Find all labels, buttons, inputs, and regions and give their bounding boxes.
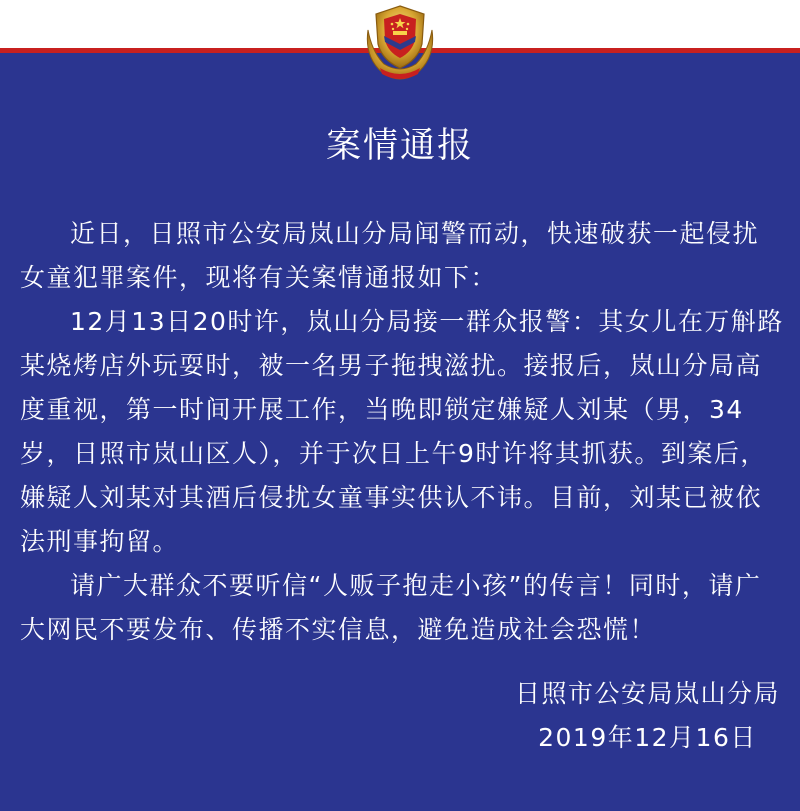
- notice-paragraph: 请广大群众不要听信“人贩子抱走小孩”的传言！同时，请广大网民不要发布、传播不实信息，避免造成社会恐慌！: [20, 571, 762, 644]
- notice-paragraph: 近日，日照市公安局岚山分局闻警而动，快速破获一起侵扰女童犯罪案件，现将有关案情通报如下：: [20, 219, 760, 292]
- issuer-name: 日照市公安局岚山分局: [514, 679, 780, 708]
- police-emblem-icon: [358, 0, 442, 84]
- notice-body: [20, 212, 785, 652]
- page-title: 案情通报: [325, 126, 474, 166]
- notice-paragraph: 12月13日20时许，岚山分局接一群众报警：其女儿在万斛路某烧烤店外玩耍时，被一名男子拖拽滋扰。接报后，岚山分局高度重视，第一时间开展工作，当晚即锁定嫌疑人刘某（男，34岁，日照市岚山区人），并于次日上午9时许将其抓获。到案后，嫌疑人刘某对其酒后侵扰女童事实供认不讳。目前，刘某已被依法刑事拘留。: [20, 307, 784, 556]
- signature-block: [515, 672, 780, 760]
- issue-date: 2019年12月16日: [538, 723, 757, 752]
